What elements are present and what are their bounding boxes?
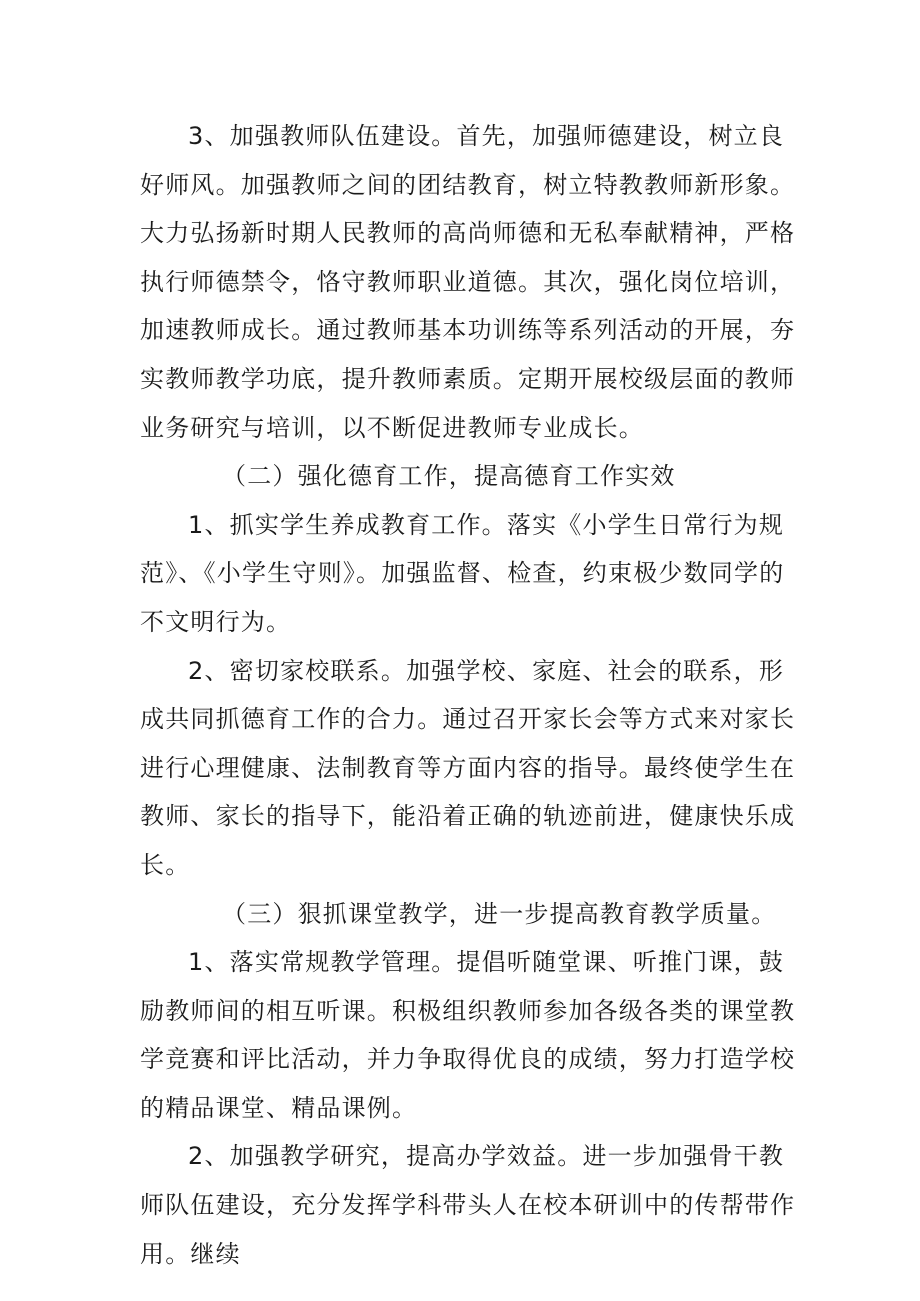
paragraph-teaching-research: 2、加强教学研究，提高办学效益。进一步加强骨干教师队伍建设，充分发挥学科带头人在校本研训中的传帮带作用。继续	[140, 1142, 796, 1268]
paragraph-home-school: 2、密切家校联系。加强学校、家庭、社会的联系，形成共同抓德育工作的合力。通过召开家长会等方式来对家长进行心理健康、法制教育等方面内容的指导。最终使学生在教师、家长的指导下，能沿着正确的轨迹前进，健康快乐成长。	[140, 656, 796, 879]
document-body	[140, 112, 800, 1278]
paragraph-teacher-team: 3、加强教师队伍建设。首先，加强师德建设，树立良好师风。加强教师之间的团结教育，树立特教教师新形象。大力弘扬新时期人民教师的高尚师德和无私奉献精神，严格执行师德禁令，恪守教师职业道德。其次，强化岗位培训，加速教师成长。通过教师基本功训练等系列活动的开展，夯实教师教学功底，提升教师素质。定期开展校级层面的教师业务研究与培训，以不断促进教师专业成长。	[140, 122, 796, 442]
paragraph-habit-education: 1、抓实学生养成教育工作。落实《小学生日常行为规范》、《小学生守则》。加强监督、检查，约束极少数同学的不文明行为。	[140, 510, 785, 636]
section-heading-classroom-teaching: （三）狠抓课堂教学，进一步提高教育教学质量。	[222, 899, 777, 928]
section-heading-moral-education: （二）强化德育工作，提高德育工作实效	[222, 462, 676, 491]
paragraph-teaching-management: 1、落实常规教学管理。提倡听随堂课、听推门课，鼓励教师间的相互听课。积极组织教师参加各级各类的课堂教学竞赛和评比活动，并力争取得优良的成绩，努力打造学校的精品课堂、精品课例。	[140, 948, 796, 1122]
